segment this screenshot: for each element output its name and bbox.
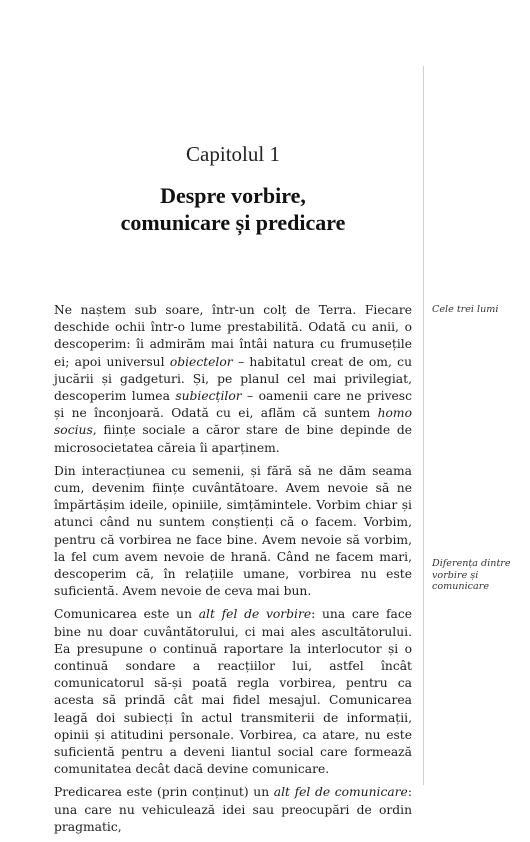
margin-note-speech-vs-communication: Diferența dintre vorbire și comunicare <box>432 558 511 592</box>
italic-term: homo socius <box>54 406 412 438</box>
chapter-title-line-2: comunicare și predicare <box>120 210 346 235</box>
paragraph-1 <box>54 302 412 457</box>
text-run: : una care nu vehiculează idei sau preocupări de ordin pragmatic, <box>54 785 412 834</box>
paragraph-4 <box>54 784 412 836</box>
italic-term: subiecților <box>175 389 242 404</box>
chapter-label: Capitolul 1 <box>186 142 280 166</box>
italic-term: alt fel de comunicare <box>273 785 408 800</box>
italic-term: obiectelor <box>169 354 233 369</box>
italic-term: alt fel de vorbire <box>198 607 312 622</box>
text-run: , ființe sociale a căror stare de bine depinde de microsocietatea căreia îi aparținem. <box>54 423 412 455</box>
text-run: – habitatul creat de om, cu jucării și gadgeturi. Și, pe planul cel mai privilegiat, descoperim lumea <box>54 354 412 404</box>
chapter-title-line-1: Despre vorbire, <box>160 183 306 208</box>
text-run: Ne naștem sub soare, într-un colț de Terra. Fiecare deschide ochii într-o lume prestabilită. Odată cu anii, o descoperim: îi admirăm mai întâi natura cu frumusețile ei; apoi universul <box>54 303 412 369</box>
text-run: Din interacțiunea cu semenii, și fără să ne dăm seama cum, devenim ființe cuvântătoare. Avem nevoie să ne împărtășim ideile, opiniile, simțămintele. Vorbim chiar și atunci când nu suntem conștienți că o facem. Vorbim, pentru că vorbirea ne face bine. Avem nevoie să vorbim, la fel cum avem nevoie de hrană. Când ne facem mari, descoperim că, în relațiile umane, vorbirea nu este suficientă. Avem nevoie de ceva mai bun. <box>54 463 412 599</box>
paragraph-3 <box>54 606 412 778</box>
text-run: Comunicarea este un <box>54 607 199 622</box>
margin-divider <box>423 66 424 785</box>
text-run: : una care face bine nu doar cuvântătorului, ci mai ales ascultătorului. Ea presupune o continuă raportare la interlocutor și o continuă sondare a reacțiilor lui, astfel încât comunicatorul să-și poată regla vorbirea, pentru ca acesta să prindă cât mai fidel mesajul. Comunicarea leagă doi subiecți în actul transmiterii de informații, opinii și atitudini personale. Vorbirea, ca atare, nu este suficientă pentru a deveni liantul social care formează comunitatea decât dacă devine comunicare. <box>54 607 412 777</box>
paragraph-2 <box>54 463 412 601</box>
text-run: – oamenii care ne privesc și ne înconjoară. Odată cu ei, aflăm că suntem <box>54 389 412 421</box>
chapter-title <box>54 182 412 236</box>
margin-note-three-worlds: Cele trei lumi <box>432 304 499 315</box>
text-run: Predicarea este (prin conținut) un <box>54 785 274 800</box>
body-text <box>54 302 412 842</box>
